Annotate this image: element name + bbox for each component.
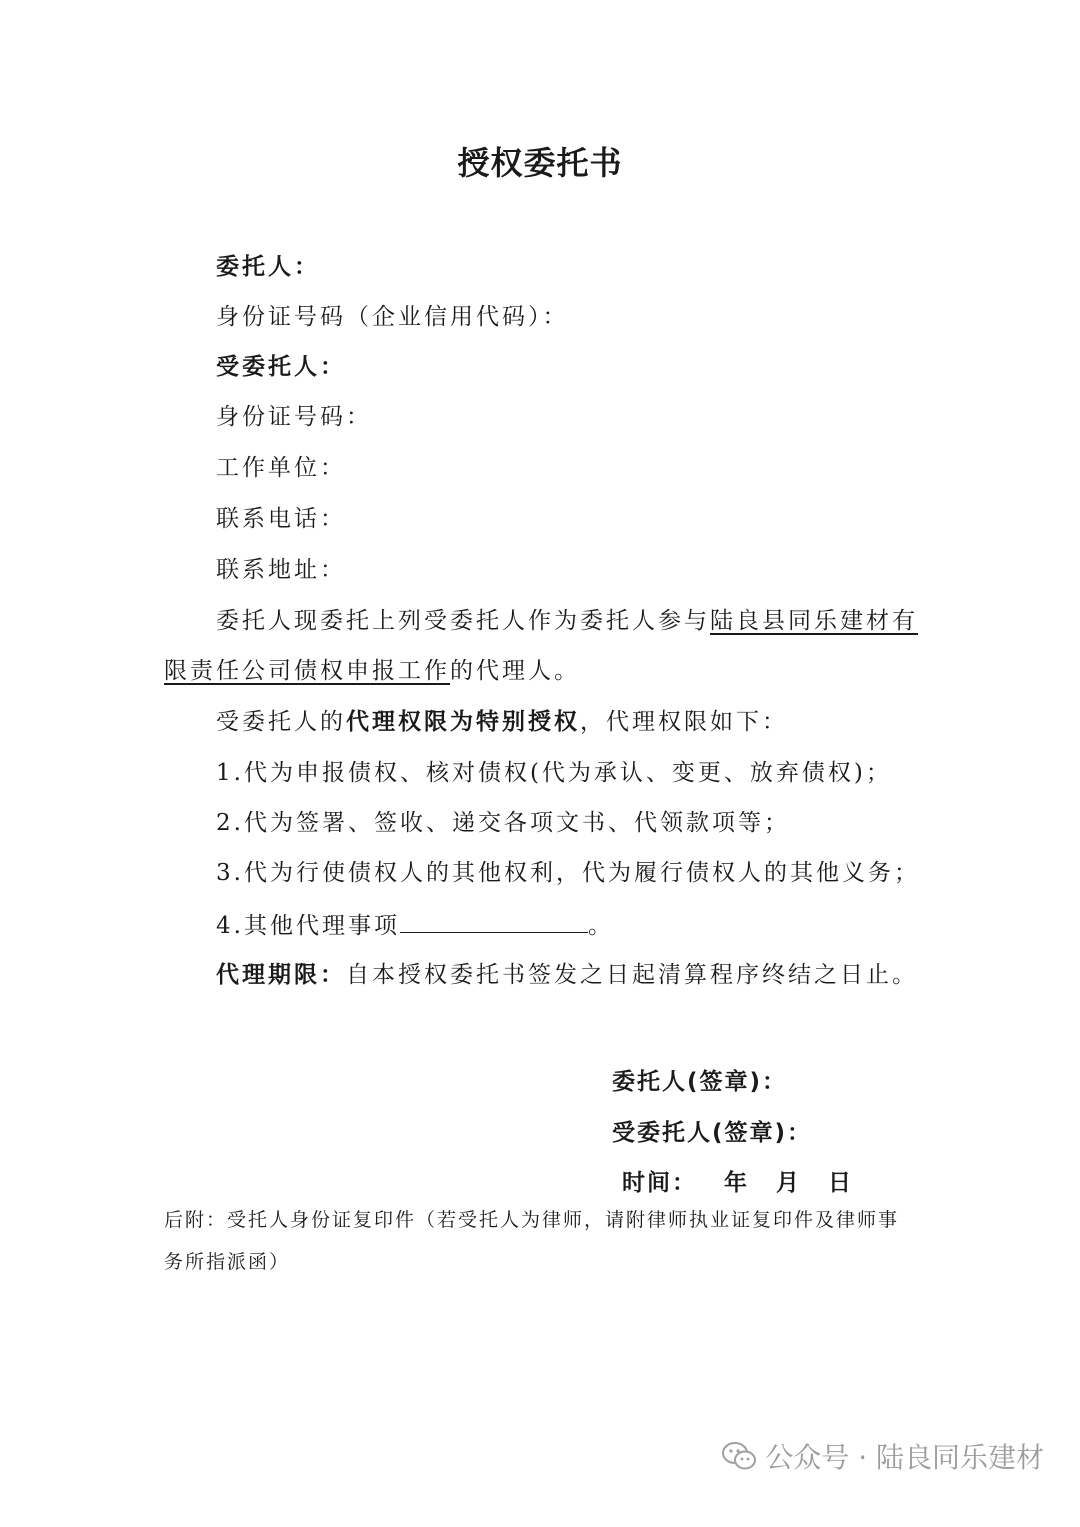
wechat-icon	[721, 1441, 757, 1471]
list-item: 2.代为签署、签收、递交各项文书、代领款项等；	[216, 810, 790, 836]
authority-text: 受委托人的	[216, 709, 346, 735]
document-title: 授权委托书	[457, 144, 623, 182]
agent-id-label: 身份证号码：	[216, 404, 372, 430]
list-item: 1.代为申报债权、核对债权(代为承认、变更、放弃债权)；	[216, 760, 892, 786]
principal-label: 委托人：	[216, 254, 320, 280]
company-name-part1: 陆良县同乐建材有	[710, 608, 918, 634]
agent-address-label: 联系地址：	[216, 557, 346, 583]
paragraph-entrust-line1	[216, 606, 918, 636]
entrust-text-end: 的代理人。	[450, 658, 580, 684]
fill-in-blank	[400, 908, 588, 933]
principal-signature: 委托人(签章)：	[612, 1069, 788, 1095]
paragraph-authority	[216, 707, 788, 737]
period-text: 自本授权委托书签发之日起清算程序终结之日止。	[346, 962, 918, 988]
entrust-text: 委托人现委托上列受委托人作为委托人参与	[216, 608, 710, 634]
authority-bold: 代理权限为特别授权	[346, 709, 580, 735]
signature-day: 日	[828, 1170, 853, 1196]
agent-work-label: 工作单位：	[216, 455, 346, 481]
agency-period	[216, 960, 918, 990]
list-item: 3.代为行使债权人的其他权利，代为履行债权人的其他义务；	[216, 860, 920, 886]
paragraph-entrust-line2	[164, 656, 580, 686]
period-label: 代理期限：	[216, 962, 346, 988]
signature-time-label: 时间：	[622, 1170, 697, 1196]
agent-phone-label: 联系电话：	[216, 506, 346, 532]
signature-month: 月	[776, 1170, 801, 1196]
signature-year: 年	[724, 1170, 749, 1196]
principal-id-label: 身份证号码（企业信用代码）：	[216, 304, 569, 330]
agent-label: 受委托人：	[216, 354, 346, 380]
watermark-text: 公众号 · 陆良同乐建材	[765, 1441, 1044, 1474]
item4-suffix: 。	[587, 913, 614, 939]
company-name-part2: 限责任公司债权申报工作	[164, 658, 450, 684]
watermark	[721, 1436, 1044, 1476]
attachment-note-line2: 务所指派函）	[164, 1251, 291, 1273]
list-item-4	[216, 908, 614, 941]
attachment-note-line1: 后附：受托人身份证复印件（若受托人为律师，请附律师执业证复印件及律师事	[164, 1209, 900, 1231]
item4-prefix: 4.其他代理事项	[216, 913, 400, 939]
authority-text-end: ，代理权限如下：	[580, 709, 788, 735]
agent-signature: 受委托人(签章)：	[612, 1120, 813, 1146]
